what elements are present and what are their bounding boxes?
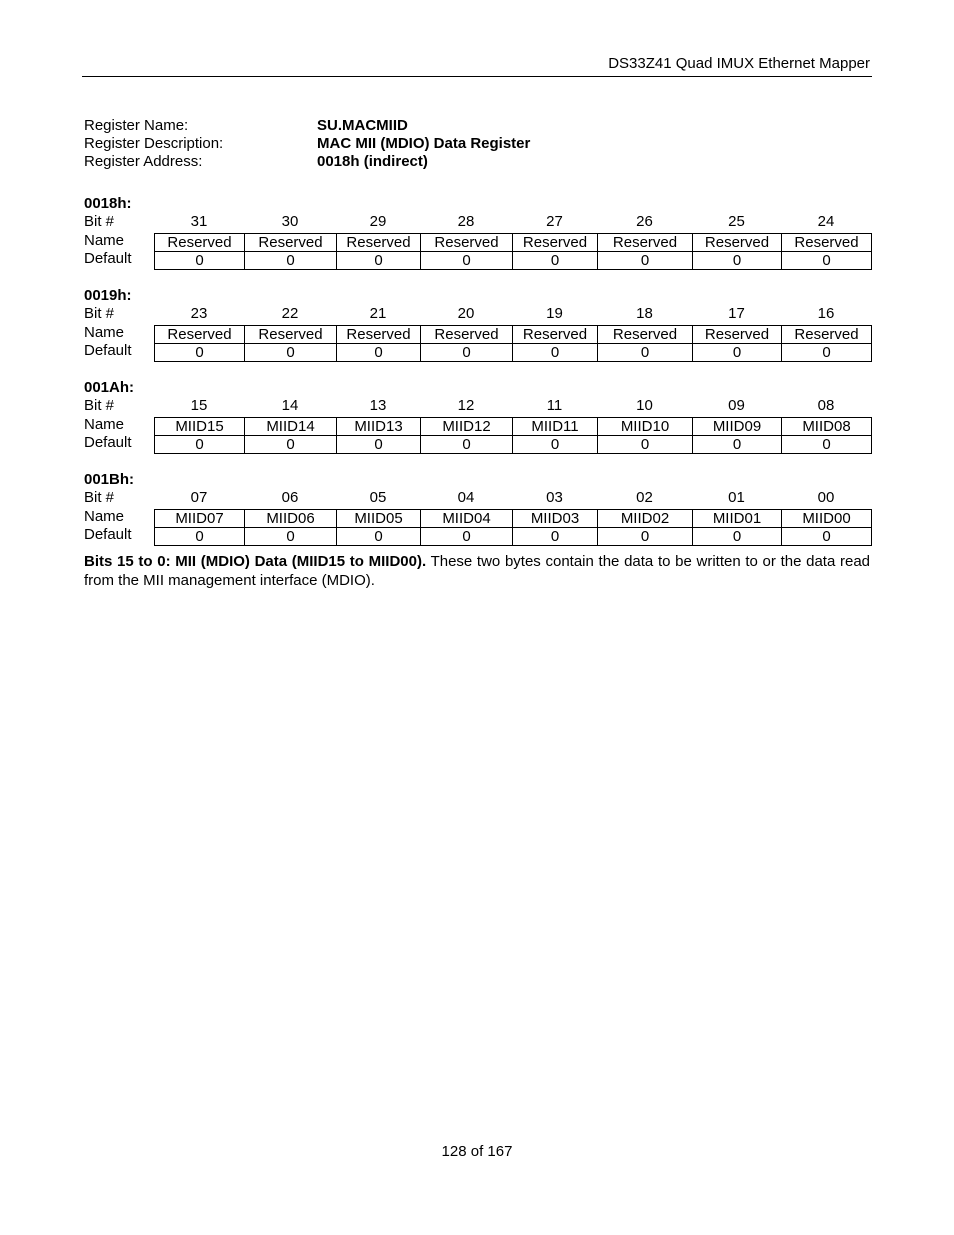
bit-name-cell: Reserved: [693, 234, 782, 252]
bit-name-cell: Reserved: [513, 326, 598, 344]
bit-number: 24: [817, 213, 835, 230]
row-label-bit: Bit #: [84, 489, 115, 506]
document-header-title: DS33Z41 Quad IMUX Ethernet Mapper: [608, 55, 870, 72]
register-description-line: [84, 135, 530, 153]
row-label-name: Name: [84, 508, 125, 525]
bit-name-cell: MIID13: [337, 418, 421, 436]
bit-default-cell: 0: [513, 344, 598, 362]
register-address-label: Register Address:: [84, 153, 203, 170]
register-name-line: [84, 117, 530, 135]
bit-number: 06: [281, 489, 299, 506]
bit-number: 00: [817, 489, 835, 506]
bit-name-cell: Reserved: [155, 234, 245, 252]
bit-default-cell: 0: [598, 528, 693, 546]
bit-field-table: [154, 233, 872, 270]
bit-number: 10: [636, 397, 653, 414]
bit-default-cell: 0: [155, 344, 245, 362]
bit-name-cell: MIID12: [421, 418, 513, 436]
bit-name-cell: MIID02: [598, 510, 693, 528]
bit-name-cell: Reserved: [598, 326, 693, 344]
bit-name-cell: MIID10: [598, 418, 693, 436]
bit-name-cell: MIID11: [513, 418, 598, 436]
register-name-label: Register Name:: [84, 117, 189, 134]
bit-number: 01: [728, 489, 745, 506]
page-number: 128 of 167: [441, 1143, 513, 1160]
bit-number: 28: [457, 213, 475, 230]
bit-default-cell: 0: [693, 436, 782, 454]
bit-name-cell: MIID03: [513, 510, 598, 528]
bit-number-row: [154, 489, 871, 507]
bit-default-cell: 0: [337, 252, 421, 270]
bit-number: 21: [369, 305, 387, 322]
bit-default-cell: 0: [245, 528, 337, 546]
row-label-bit: Bit #: [84, 305, 115, 322]
block-address-title: 0019h:: [84, 287, 132, 304]
bit-name-cell: MIID07: [155, 510, 245, 528]
bit-name-cell: Reserved: [782, 234, 872, 252]
bit-name-cell: MIID08: [782, 418, 872, 436]
bit-number: 18: [636, 305, 653, 322]
bit-default-cell: 0: [421, 436, 513, 454]
bit-default-row: [155, 252, 872, 270]
bit-default-cell: 0: [513, 252, 598, 270]
bit-number: 05: [369, 489, 387, 506]
bit-number: 25: [728, 213, 745, 230]
bit-number: 20: [457, 305, 475, 322]
bit-name-cell: MIID15: [155, 418, 245, 436]
bit-name-cell: MIID00: [782, 510, 872, 528]
bit-default-cell: 0: [693, 252, 782, 270]
bit-name-cell: Reserved: [421, 234, 513, 252]
block-address-title: 001Ah:: [84, 379, 135, 396]
bits-description: [84, 552, 870, 590]
bit-number: 13: [369, 397, 387, 414]
row-label-name: Name: [84, 324, 125, 341]
bit-name-cell: Reserved: [782, 326, 872, 344]
register-address-value: 0018h (indirect): [317, 153, 428, 170]
bit-default-cell: 0: [782, 344, 872, 362]
bit-default-cell: 0: [782, 528, 872, 546]
bit-default-cell: 0: [598, 436, 693, 454]
row-label-default: Default: [84, 434, 132, 451]
register-description-value: MAC MII (MDIO) Data Register: [317, 135, 531, 152]
bit-name-row: [155, 510, 872, 528]
bit-number: 30: [281, 213, 299, 230]
bit-number: 16: [817, 305, 835, 322]
bit-field-table: [154, 509, 872, 546]
register-address-line: [84, 153, 530, 171]
bit-default-cell: 0: [693, 528, 782, 546]
row-label-name: Name: [84, 416, 125, 433]
bit-name-cell: Reserved: [155, 326, 245, 344]
bit-default-cell: 0: [337, 344, 421, 362]
bit-default-row: [155, 344, 872, 362]
bit-name-row: [155, 418, 872, 436]
bit-number: 11: [546, 397, 563, 414]
bit-default-cell: 0: [782, 252, 872, 270]
bit-number: 23: [190, 305, 208, 322]
bit-default-cell: 0: [337, 528, 421, 546]
bit-number: 19: [546, 305, 563, 322]
bit-number: 29: [369, 213, 387, 230]
bit-default-cell: 0: [421, 528, 513, 546]
row-label-bit: Bit #: [84, 397, 115, 414]
bit-name-cell: MIID01: [693, 510, 782, 528]
bit-default-cell: 0: [598, 344, 693, 362]
bit-number-row: [154, 213, 871, 231]
bit-default-cell: 0: [598, 252, 693, 270]
bit-default-cell: 0: [421, 344, 513, 362]
bit-number-row: [154, 397, 871, 415]
bit-field-table: [154, 325, 872, 362]
bit-number: 08: [817, 397, 835, 414]
bit-default-cell: 0: [782, 436, 872, 454]
bit-name-cell: Reserved: [693, 326, 782, 344]
bits-description-heading: Bits 15 to 0: MII (MDIO) Data (MIID15 to MIID00).: [84, 553, 427, 570]
bit-name-cell: MIID09: [693, 418, 782, 436]
bit-number: 31: [190, 213, 208, 230]
bit-number: 14: [281, 397, 299, 414]
bit-default-cell: 0: [421, 252, 513, 270]
bit-name-cell: Reserved: [421, 326, 513, 344]
bit-name-cell: Reserved: [337, 234, 421, 252]
bit-name-row: [155, 234, 872, 252]
bit-default-cell: 0: [513, 528, 598, 546]
bit-number: 15: [190, 397, 208, 414]
register-name-value: SU.MACMIID: [317, 117, 408, 134]
bit-name-cell: MIID04: [421, 510, 513, 528]
bit-field-table: [154, 417, 872, 454]
bit-default-cell: 0: [513, 436, 598, 454]
row-label-default: Default: [84, 342, 132, 359]
bit-default-cell: 0: [155, 528, 245, 546]
block-address-title: 001Bh:: [84, 471, 135, 488]
row-label-default: Default: [84, 250, 132, 267]
bit-name-cell: Reserved: [337, 326, 421, 344]
bit-default-row: [155, 528, 872, 546]
bit-number-row: [154, 305, 871, 323]
bit-default-cell: 0: [245, 344, 337, 362]
register-description-label: Register Description:: [84, 135, 224, 152]
bit-name-cell: Reserved: [245, 326, 337, 344]
bit-number: 22: [281, 305, 299, 322]
register-info: [84, 117, 530, 171]
bit-default-cell: 0: [155, 252, 245, 270]
bit-name-cell: MIID14: [245, 418, 337, 436]
bit-number: 27: [546, 213, 563, 230]
bit-number: 26: [636, 213, 653, 230]
bit-number: 09: [728, 397, 745, 414]
bit-default-cell: 0: [337, 436, 421, 454]
row-label-bit: Bit #: [84, 213, 115, 230]
bit-default-cell: 0: [245, 252, 337, 270]
bit-number: 07: [190, 489, 208, 506]
header-divider: [82, 76, 872, 77]
bit-name-cell: Reserved: [513, 234, 598, 252]
bits-description-text: These two bytes contain the data to be written to or the data read from the MII management interface (MDIO).: [84, 553, 870, 589]
bit-default-cell: 0: [155, 436, 245, 454]
bit-number: 17: [728, 305, 745, 322]
block-address-title: 0018h:: [84, 195, 132, 212]
bit-name-cell: MIID05: [337, 510, 421, 528]
bit-name-cell: Reserved: [598, 234, 693, 252]
row-label-default: Default: [84, 526, 132, 543]
bit-number: 04: [457, 489, 475, 506]
bit-default-row: [155, 436, 872, 454]
bit-default-cell: 0: [245, 436, 337, 454]
bit-number: 03: [546, 489, 563, 506]
bit-name-row: [155, 326, 872, 344]
bit-number: 02: [636, 489, 653, 506]
bit-default-cell: 0: [693, 344, 782, 362]
bit-number: 12: [457, 397, 475, 414]
row-label-name: Name: [84, 232, 125, 249]
bit-name-cell: Reserved: [245, 234, 337, 252]
bit-name-cell: MIID06: [245, 510, 337, 528]
